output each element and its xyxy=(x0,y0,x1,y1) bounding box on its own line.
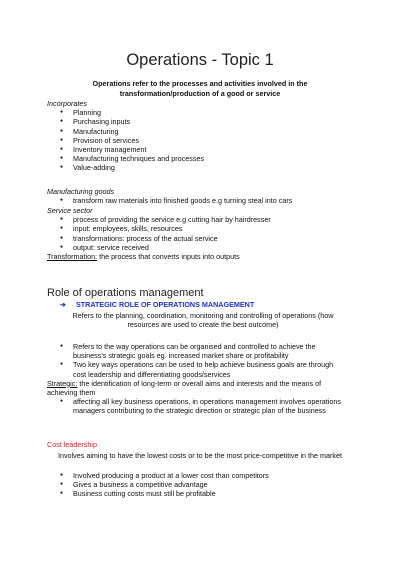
strategic-definition xyxy=(47,379,353,397)
arrow-icon: ➔ xyxy=(60,300,67,309)
cost-list xyxy=(47,471,347,499)
list-item: ● process of providing the service e.g cutting hair by hairdresser xyxy=(47,215,367,224)
strategic-text: the identification of long-term or overall aims and interests and the means of achieving them xyxy=(47,378,322,398)
list-item: ● input: employees, skills, resources xyxy=(47,224,367,233)
cost-heading: Cost leadership xyxy=(47,440,97,449)
manufacturing-list xyxy=(47,196,367,205)
list-item: ● Two key ways operations can be used to help achieve business goals are through cost leadership and differentiating goods/services xyxy=(47,360,347,378)
manufacturing-section xyxy=(47,187,367,205)
list-item: ● Provision of services xyxy=(47,136,367,145)
strategic-term: Strategic: xyxy=(47,378,78,388)
service-section xyxy=(47,206,367,261)
role-description: Refers to the planning, coordination, monitoring and controlling of operations (how resources are used to create the best outcome) xyxy=(72,311,334,330)
cost-description: Involves aiming to have the lowest costs or to be the most price-competitive in the market xyxy=(57,451,343,460)
service-heading: Service sector xyxy=(47,206,93,215)
list-item: ● Value-adding xyxy=(47,163,367,172)
list-item: ● Refers to the way operations can be organised and controlled to achieve the business's strategic goals eg. increased market share or profitability xyxy=(47,342,347,360)
transformation-term: Transformation: xyxy=(47,252,98,262)
incorporates-list xyxy=(47,108,367,172)
list-item: ● Inventory management xyxy=(47,145,367,154)
transformation-definition xyxy=(47,252,367,261)
manufacturing-heading: Manufacturing goods xyxy=(47,187,115,196)
list-item: ● output: service received xyxy=(47,243,367,252)
list-item: ● transformations: process of the actual service xyxy=(47,234,367,243)
role-heading: Role of operations management xyxy=(47,287,204,299)
intro-paragraph: Operations refer to the processes and activities involved in the transformation/production of a good or service xyxy=(92,79,308,98)
list-item: ● Purchasing inputs xyxy=(47,117,367,126)
role-section xyxy=(47,342,347,416)
strategic-role-label: STRATEGIC ROLE OF OPERATIONS MANAGEMENT xyxy=(76,300,255,309)
list-item: ● Involved producing a product at a lower cost than competitors xyxy=(47,471,347,480)
strategic-list xyxy=(47,397,347,415)
list-item: ● Manufacturing xyxy=(47,127,367,136)
service-list xyxy=(47,215,367,252)
list-item: ● affecting all key business operations, in operations management involves operations managers contributing to the strategic direction or strategic plan of the business xyxy=(47,397,347,415)
list-item: ● Manufacturing techniques and processes xyxy=(47,154,367,163)
list-item: ● transform raw materials into finished goods e.g turning steal into cars xyxy=(47,196,367,205)
list-item: ● Business cutting costs must still be profitable xyxy=(47,489,347,498)
incorporates-heading: Incorporates xyxy=(47,99,87,108)
role-list xyxy=(47,342,347,379)
cost-section xyxy=(47,471,347,499)
incorporates-section xyxy=(47,99,367,173)
transformation-text: the process that converts inputs into outputs xyxy=(97,252,240,262)
list-item: ● Gives a business a competitive advantage xyxy=(47,480,347,489)
list-item: ● Planning xyxy=(47,108,367,117)
page-title: Operations - Topic 1 xyxy=(126,51,274,69)
strategic-role-heading xyxy=(60,300,254,309)
